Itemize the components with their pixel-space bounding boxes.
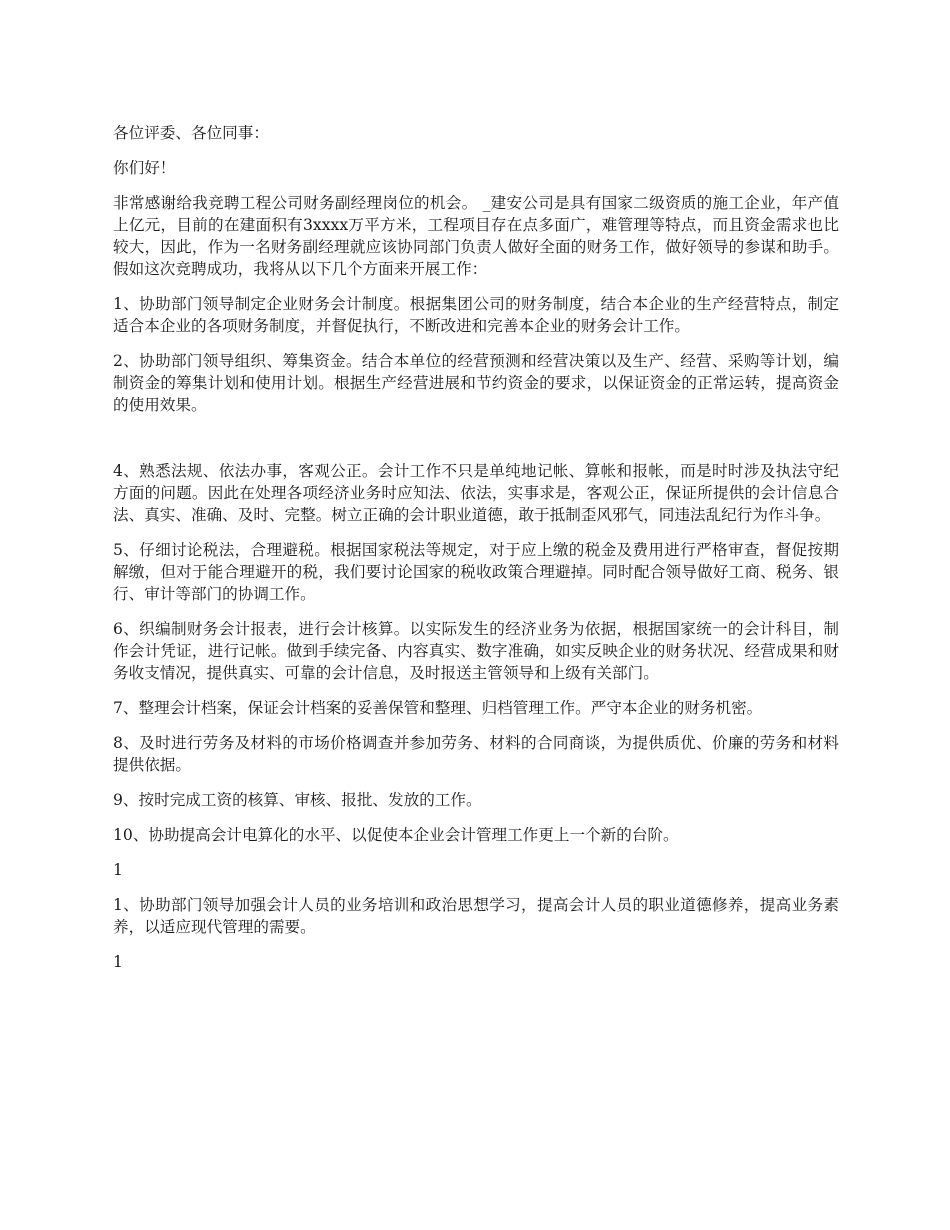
item-paragraph: 6、织编制财务会计报表，进行会计核算。以实际发生的经济业务为依据，根据国家统一的会计科目，制作会计凭证，进行记帐。做到手续完备、内容真实、数字准确，如实反映企业的财务状况、经营成果和财务收支情况，提供真实、可靠的会计信息，及时报送主管领导和上级有关部门。 bbox=[113, 620, 839, 682]
salutation: 你们好！ bbox=[113, 159, 176, 177]
item-paragraph: 2、协助部门领导组织、筹集资金。结合本单位的经营预测和经营决策以及生产、经营、采购等计划，编制资金的筹集计划和使用计划。根据生产经营进展和节约资金的要求，以保证资金的正常运转，提高资金的使用效果。 bbox=[113, 352, 839, 414]
item-paragraph: 5、仔细讨论税法，合理避税。根据国家税法等规定，对于应上缴的税金及费用进行严格审查，督促按期解缴，但对于能合理避开的税，我们要讨论国家的税收政策合理避掉。同时配合领导做好工商、税务、银行、审计等部门的协调工作。 bbox=[113, 541, 839, 603]
intro-paragraph: 非常感谢给我竞聘工程公司财务副经理岗位的机会。 _建安公司是具有国家二级资质的施工企业，年产值上亿元，目前的在建面积有3xxxx万平方米，工程项目存在点多面广，难管理等特点，而且资金需求也比较大，因此，作为一名财务副经理就应该协同部门负责人做好全面的财务工作，做好领导的参谋和助手。假如这次竞聘成功，我将从以下几个方面来开展工作： bbox=[113, 194, 839, 278]
item-paragraph: 1、协助部门领导加强会计人员的业务培训和政治思想学习，提高会计人员的职业道德修养，提高业务素养，以适应现代管理的需要。 bbox=[113, 896, 839, 936]
item-paragraph: 1、协助部门领导制定企业财务会计制度。根据集团公司的财务制度，结合本企业的生产经营特点，制定适合本企业的各项财务制度，并督促执行，不断改进和完善本企业的财务会计工作。 bbox=[113, 295, 839, 335]
item-paragraph: 8、及时进行劳务及材料的市场价格调查并参加劳务、材料的合同商谈，为提供质优、价廉的劳务和材料提供依据。 bbox=[113, 734, 839, 774]
blank-gap bbox=[113, 429, 839, 460]
document-body bbox=[113, 122, 839, 986]
item-paragraph: 4、熟悉法规、依法办事，客观公正。会计工作不只是单纯地记帐、算帐和报帐，而是时时涉及执法守纪方面的问题。因此在处理各项经济业务时应知法、依法，实事求是，客观公正，保证所提供的会计信息合法、真实、准确、及时、完整。树立正确的会计职业道德，敢于抵制歪风邪气，同违法乱纪行为作斗争。 bbox=[113, 462, 839, 524]
item-paragraph: 1 bbox=[113, 861, 123, 879]
item-paragraph: 10、协助提高会计电算化的水平、以促使本企业会计管理工作更上一个新的台阶。 bbox=[113, 826, 679, 844]
greeting: 各位评委、各位同事： bbox=[113, 124, 269, 142]
item-paragraph: 9、按时完成工资的核算、审核、报批、发放的工作。 bbox=[113, 791, 482, 809]
item-paragraph: 7、整理会计档案，保证会计档案的妥善保管和整理、归档管理工作。严守本企业的财务机密。 bbox=[113, 699, 763, 717]
item-paragraph: 1 bbox=[113, 953, 123, 971]
